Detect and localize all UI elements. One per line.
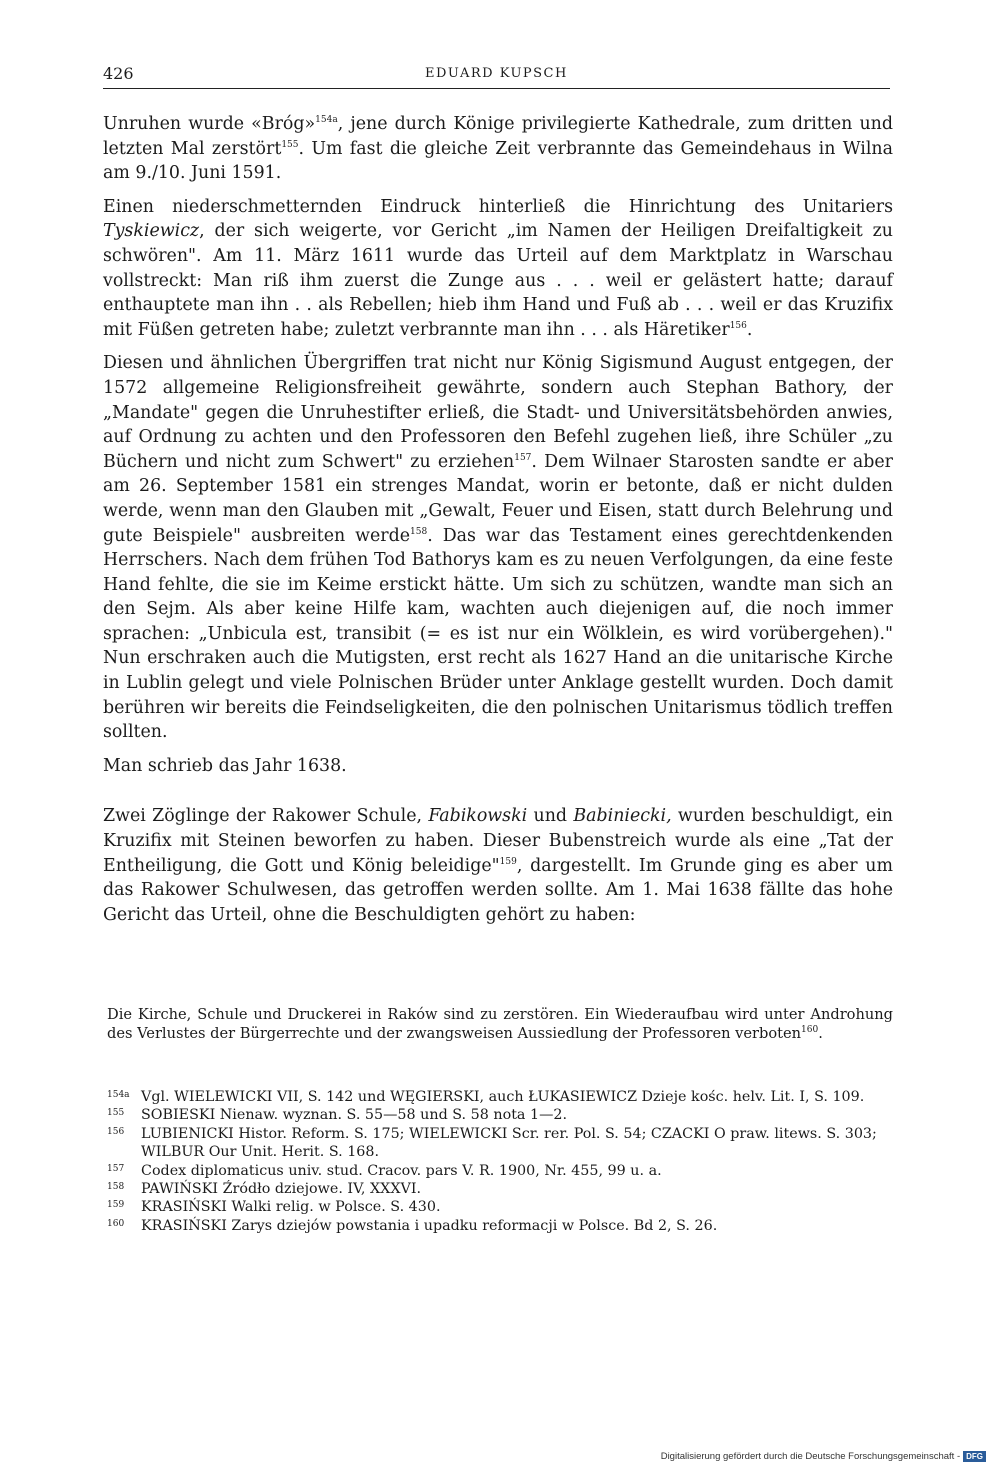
text-run: . bbox=[818, 1025, 823, 1043]
footnote-number: 154a bbox=[107, 1090, 130, 1100]
footnote-text: PAWIŃSKI Źródło dziejowe. IV, XXXVI. bbox=[141, 1181, 422, 1198]
footnote-ref: 154a bbox=[315, 115, 338, 126]
footnote-text: SOBIESKI Nienaw. wyznan. S. 55—58 und S. 58 nota 1—2. bbox=[141, 1107, 568, 1124]
footnote bbox=[107, 1162, 897, 1180]
footnote bbox=[107, 1198, 897, 1216]
footnote-number: 157 bbox=[107, 1163, 125, 1174]
footnote bbox=[107, 1180, 897, 1198]
footnote-ref: 160 bbox=[801, 1025, 819, 1036]
footnote bbox=[107, 1088, 897, 1106]
text-run: Zwei Zöglinge der Rakower Schule, bbox=[103, 806, 429, 827]
footnote-text: Codex diplomaticus univ. stud. Cracov. pars V. R. 1900, Nr. 455, 99 u. a. bbox=[141, 1162, 662, 1179]
text-run: . Dem Wilnaer Starosten sandte er aber am 26. September 1581 ein strenges Mandat, worin er betonte, daß er nicht dulden werde, wenn man den Glauben mit „Gewalt, Feuer und Eisen, statt durch Belehrung und gute Beispiele" ausbreiten werde bbox=[103, 451, 893, 546]
text-run: und bbox=[527, 806, 574, 827]
footnote-text: Vgl. WIELEWICKI VII, S. 142 und WĘGIERSKI, auch ŁUKASIEWICZ Dzieje kośc. helv. Lit. I, S. 109. bbox=[141, 1089, 865, 1105]
text-run: , jene durch Könige privilegierte Kathedrale, zum dritten und letzten Mal zerstört bbox=[103, 114, 893, 159]
person-name: Babiniecki, bbox=[573, 806, 672, 827]
credit-text: Digitalisierung gefördert durch die Deutsche Forschungsgemeinschaft - bbox=[660, 1451, 961, 1462]
footnote-ref: 158 bbox=[410, 526, 428, 537]
footnote-number: 156 bbox=[107, 1126, 125, 1137]
footnote-ref: 157 bbox=[514, 452, 532, 463]
footnote bbox=[107, 1217, 897, 1235]
footnote-text: KRASIŃSKI Walki relig. w Polsce. S. 430. bbox=[141, 1199, 441, 1216]
quote-text bbox=[107, 1005, 893, 1043]
footnote bbox=[107, 1106, 897, 1124]
dfg-logo: DFG bbox=[963, 1451, 986, 1462]
person-name: Tyskiewicz bbox=[103, 221, 200, 242]
text-run: . bbox=[746, 319, 753, 340]
footnote-number: 155 bbox=[107, 1108, 125, 1119]
text-run: , der sich weigerte, vor Gericht „im Namen der Heiligen Dreifaltigkeit zu schwören". Am 11. März 1611 wurde das Urteil auf dem Marktplatz in Warschau vollstreckt: Man riß ihm zuerst die Zunge aus . . . weil er gelästert hatte; darauf enthauptete man ihn . . als Rebellen; hieb ihm Hand und Fuß ab . . . weil er das Kruzifix mit Füßen getreten habe; zuletzt verbrannte man ihn . . . als Häretiker bbox=[103, 221, 893, 340]
footnote-ref: 155 bbox=[281, 139, 299, 150]
text-run: Diesen und ähnlichen Übergriffen trat nicht nur König Sigismund August entgegen, der 1572 allgemeine Religionsfreiheit gewährte, sondern auch Stephan Bathory, der „Mandate" gegen die Unruhestifter erließ, die Stadt- und Universitätsbehörden anwies, auf Ordnung zu achten und den Professoren den Befehl zugehen ließ, ihre Schüler „zu Büchern und nicht zum Schwert" zu erziehen bbox=[103, 353, 893, 472]
footnote-number: 159 bbox=[107, 1200, 125, 1211]
paragraph-1 bbox=[103, 112, 893, 186]
text-run: Unruhen wurde «Bróg» bbox=[103, 114, 316, 134]
page-number: 426 bbox=[103, 64, 134, 83]
text-run: wurden beschuldigt, ein Kruzifix mit Steinen beworfen zu haben. Dieser Bubenstreich wurde als eine „Tat der Entheiligung, die Gott und König beleidige" bbox=[103, 806, 894, 876]
footnote-number: 160 bbox=[107, 1218, 125, 1229]
footnote-text: KRASIŃSKI Zarys dziejów powstania i upadku reformacji w Polsce. Bd 2, S. 26. bbox=[141, 1217, 718, 1234]
footnote-ref: 159 bbox=[499, 856, 517, 867]
footnote-text: LUBIENICKI Histor. Reform. S. 175; WIELEWICKI Scr. rer. Pol. S. 54; CZACKI O praw. litews. S. 303; WILBUR Our Unit. Herit. S. 168. bbox=[141, 1125, 877, 1161]
text-run: Die Kirche, Schule und Druckerei in Raków sind zu zerstören. Ein Wiederaufbau wird unter Androhung des Verlustes der Bürgerrechte und der zwangsweisen Aussiedlung der Professoren verboten bbox=[107, 1006, 893, 1043]
paragraph-5 bbox=[103, 804, 893, 927]
paragraph-2 bbox=[103, 195, 893, 343]
running-head: EDUARD KUPSCH bbox=[425, 66, 568, 81]
text-run: Einen niederschmetternden Eindruck hinterließ die Hinrichtung des Unitariers bbox=[103, 196, 893, 217]
block-quote bbox=[107, 1005, 893, 1043]
footnote-number: 158 bbox=[107, 1182, 125, 1193]
running-header bbox=[103, 64, 890, 89]
digitization-credit bbox=[661, 1451, 986, 1462]
paragraph-4: Man schrieb das Jahr 1638. bbox=[103, 755, 347, 776]
person-name: Fabikowski bbox=[428, 806, 528, 827]
main-text bbox=[103, 112, 893, 936]
footnote bbox=[107, 1125, 897, 1162]
text-run: . Das war das Testament eines gerechtdenkenden Herrschers. Nach dem frühen Tod Bathorys kam es zu neuen Verfolgungen, da eine feste Hand fehlte, die sie im Keime erstickt hätte. Um sich zu schützen, wandte man sich an den Sejm. Als aber keine Hilfe kam, wachten auch diejenigen auf, die noch immer sprachen: „Unbicula est, transibit (= es ist nur ein Wölklein, es wird vorübergehen)." Nun erschraken auch die Mutigsten, erst recht als 1627 Hand an die unitarische Kirche in Lublin gelegt und viele Polnischen Brüder unter Anklage gestellt wurden. Doch damit berühren wir bereits die Feindseligkeiten, die den polnischen Unitarismus tödlich treffen sollten. bbox=[103, 525, 893, 743]
text-run: , dargestellt. Im Grunde ging es aber um das Rakower Schulwesen, das getroffen werden sollte. Am 1. Mai 1638 fällte das hohe Gericht das Urteil, ohne die Beschuldigten gehört zu haben: bbox=[103, 855, 893, 925]
footnote-ref: 156 bbox=[729, 320, 747, 331]
text-run: . Um fast die gleiche Zeit verbrannte das Gemeindehaus in Wilna am 9./10. Juni 1591. bbox=[103, 138, 893, 184]
footnotes bbox=[107, 1088, 897, 1235]
paragraph-3 bbox=[103, 351, 893, 745]
